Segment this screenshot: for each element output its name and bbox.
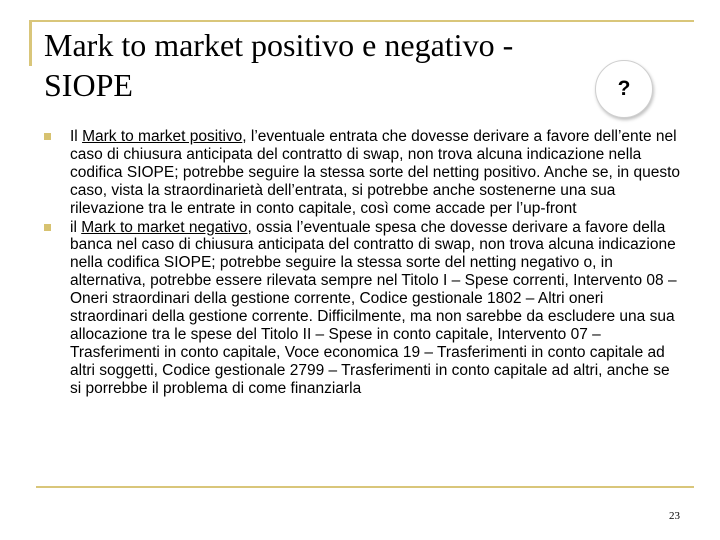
bullet-text <box>70 128 684 218</box>
bullet-prefix: Il <box>70 128 83 145</box>
list-item <box>44 128 684 218</box>
bullet-text <box>70 219 684 398</box>
help-button[interactable] <box>595 60 653 118</box>
bullet-emphasis: Mark to market negativo <box>81 218 248 236</box>
page-number: 23 <box>669 510 680 522</box>
bullet-prefix: il <box>70 218 82 236</box>
bullet-list <box>44 128 684 398</box>
footer-rule <box>36 486 694 488</box>
question-mark-icon: ? <box>617 77 631 100</box>
bullet-body: , ossia l’eventuale spesa che dovesse derivare a favore della banca nel caso di chiusura anticipata del contratto di swap, non trova alcuna indicazione nella codifica SIOPE; potrebbe seguire la stessa sorte del netting negativo o, in alternativa, potrebbe essere rilevata sempre nel Titolo I – Spese correnti, Intervento 08 – Oneri straordinari della gestione corrente, Codice gestionale 1802 – Altri oneri straordinari della gestione corrente. Difficilmente, ma non sarebbe da escludere una sua allocazione tra le spese del Titolo II – Spese in conto capitale, Intervento 07 – Trasferimenti in conto capitale, Voce economica 19 – Trasferimenti in conto capitale ad altri soggetti, Codice gestionale 2799 – Trasferimenti in conto capitale ad altri, anche se si porrebbe il problema di come finanziarla <box>70 218 677 397</box>
bullet-body: , l’eventuale entrata che dovesse derivare a favore dell’ente nel caso di chiusura anticipata del contratto di swap, non trova alcuna indicazione nella codifica SIOPE; potrebbe seguire la stessa sorte del netting positivo. Anche se, in questo caso, vista la straordinarietà dell’entrata, si potrebbe anche sostenerne una sua rilevazione tra le entrate in conto capitale, così come accade per l’up-front <box>70 128 681 217</box>
list-item <box>44 219 684 398</box>
square-bullet-icon <box>44 133 51 140</box>
title-frame-left-rule <box>29 20 32 66</box>
slide-title: Mark to market positivo e negativo - SIOPE <box>44 27 514 103</box>
bullet-emphasis: Mark to market positivo <box>82 128 243 145</box>
square-bullet-icon <box>44 224 51 231</box>
title-frame-top-rule <box>29 20 694 22</box>
